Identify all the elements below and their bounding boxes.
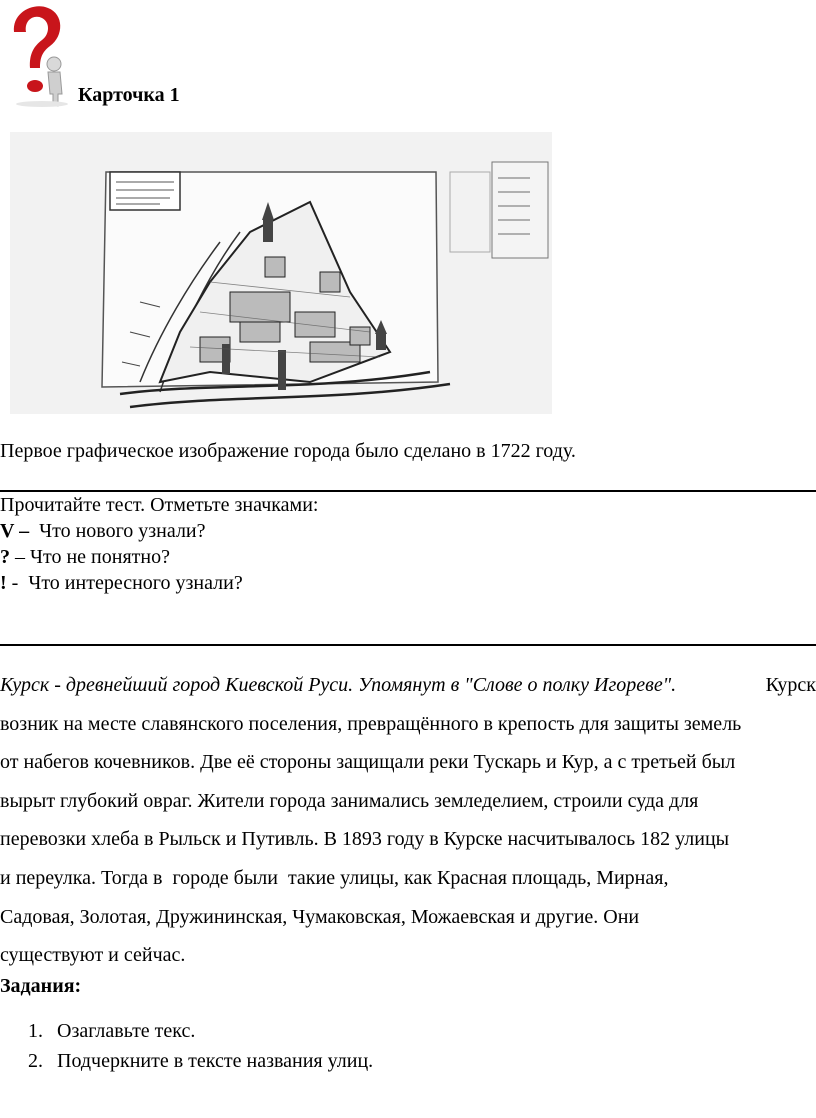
instruction-item [0, 570, 318, 596]
tasks-heading: Задания: [0, 975, 82, 997]
instruction-item [0, 544, 318, 570]
task-number: 1. [28, 1020, 43, 1042]
text-line: перевозки хлеба в Рыльск и Путивль. В 1893 году в Курске насчитывалось 182 улицы [0, 828, 730, 851]
instruction-item [0, 518, 318, 544]
text-line: от набегов кочевников. Две её стороны защищали реки Тускарь и Кур, а с третьей был [0, 751, 736, 774]
mark-meaning: – Что не понятно? [10, 546, 170, 568]
text-italic-intro: Курск - древнейший город Киевской Руси. Упомянут в "Слове о полку Игореве". [0, 674, 677, 696]
task-number: 2. [28, 1050, 43, 1072]
mark-meaning: Что нового узнали? [29, 520, 206, 542]
task-text: Подчеркните в тексте названия улиц. [57, 1050, 374, 1072]
divider-bottom [0, 644, 816, 646]
mark-symbol: V – [0, 520, 30, 542]
mark-meaning: - Что интересного узнали? [6, 572, 243, 594]
text-line [0, 666, 816, 705]
task-text: Озаглавьте текс. [57, 1020, 196, 1042]
tasks-list [0, 1016, 373, 1076]
text-line: и переулка. Тогда в городе были такие улицы, как Красная площадь, Мирная, [0, 866, 669, 889]
task-item [0, 1016, 373, 1046]
reading-text [0, 666, 816, 975]
map-caption: Первое графическое изображение города было сделано в 1722 году. [0, 440, 576, 462]
historic-city-map-image [10, 132, 552, 414]
mark-symbol: ! [0, 572, 7, 594]
card-title: Карточка 1 [78, 84, 180, 106]
text-line: Садовая, Золотая, Дружининская, Чумаковская, Можаевская и другие. Они [0, 905, 640, 928]
marking-instructions [0, 492, 318, 596]
text-line: возник на месте славянского поселения, превращённого в крепость для защиты земель [0, 712, 742, 735]
mark-symbol: ? [0, 546, 10, 568]
text-line: существуют и сейчас. [0, 944, 186, 967]
instructions-intro: Прочитайте тест. Отметьте значками: [0, 494, 319, 516]
task-item [0, 1046, 373, 1076]
text-line-start: Курск [765, 674, 816, 696]
text-line: вырыт глубокий овраг. Жители города занимались земледелием, строили суда для [0, 789, 699, 812]
question-mark-figure-icon [4, 2, 70, 108]
